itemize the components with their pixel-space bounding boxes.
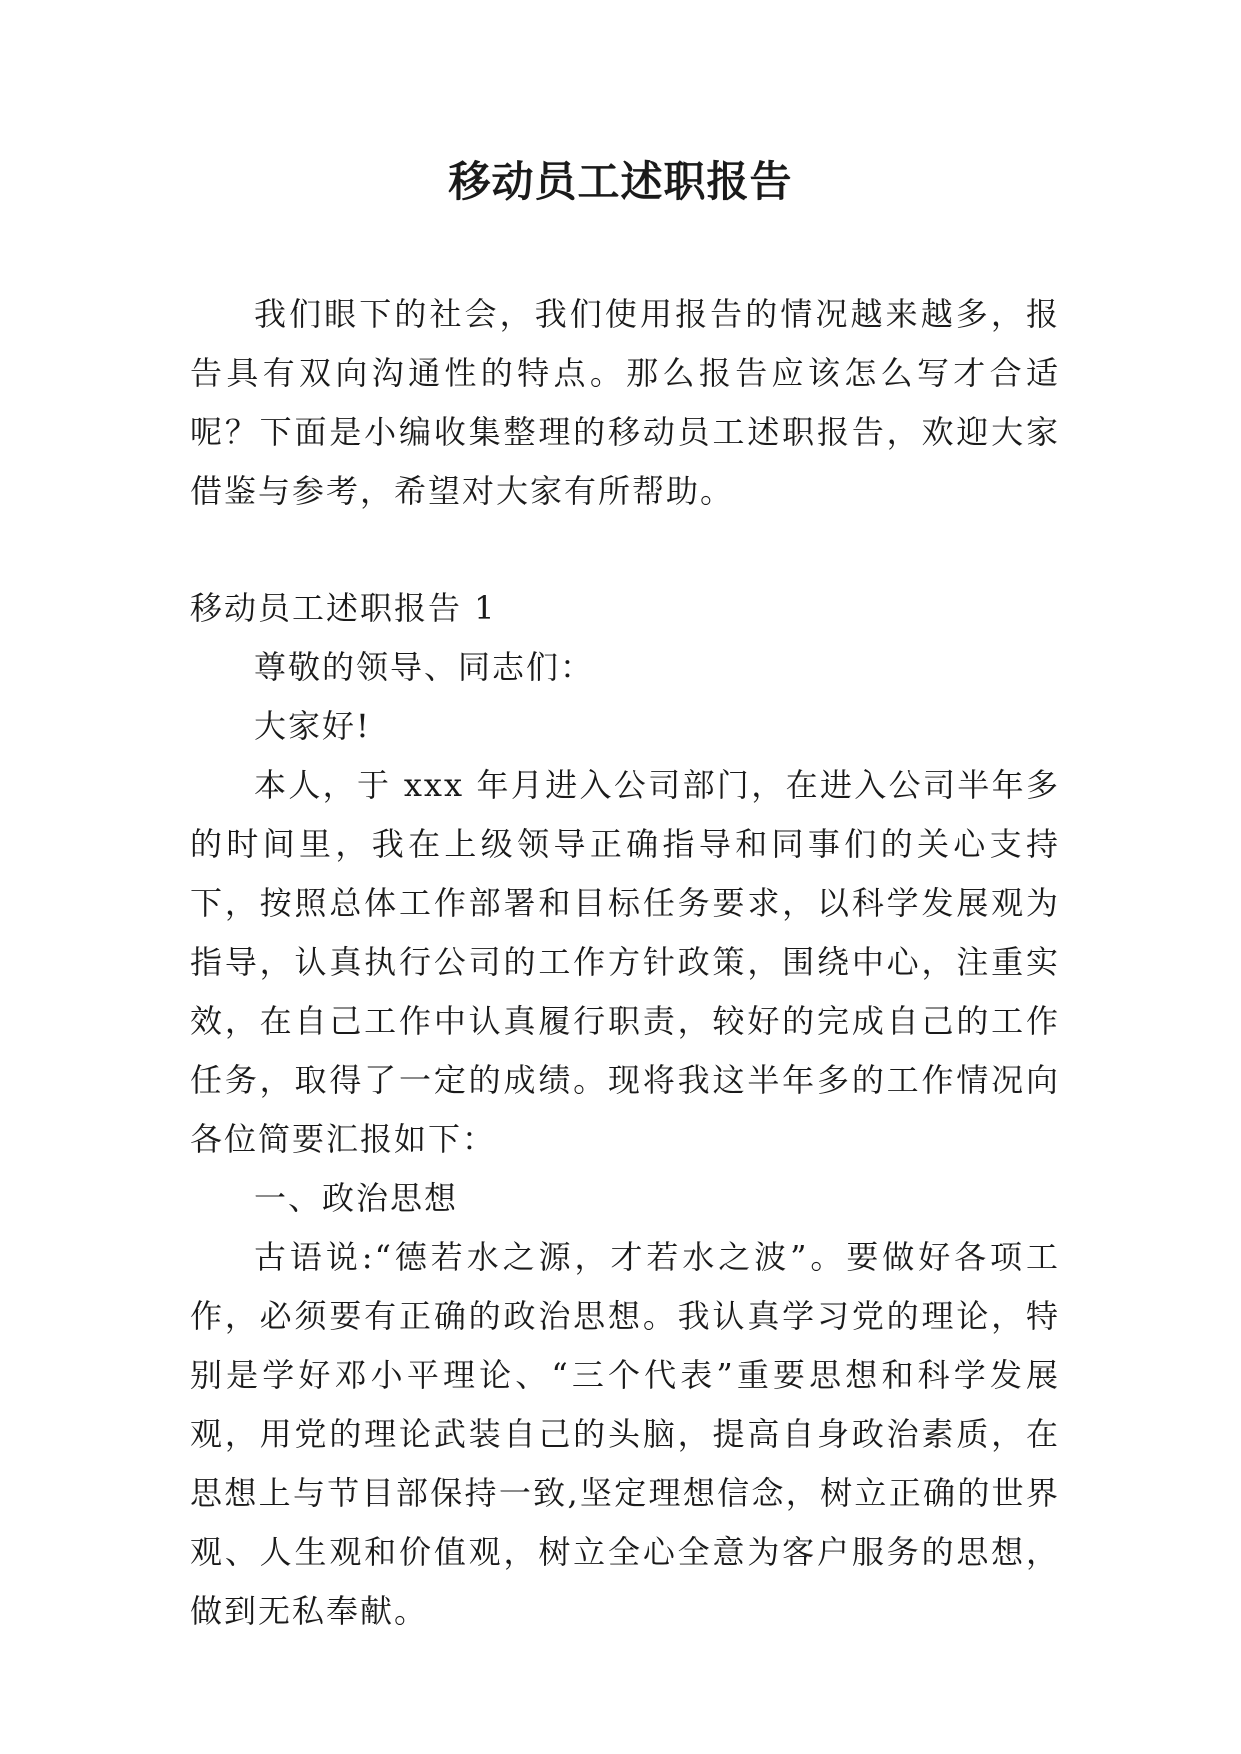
subheading-politics: 一、政治思想	[254, 1179, 459, 1217]
body-paragraph-2: 古语说:“德若水之源，才若水之波”。要做好各项工作，必须要有正确的政治思想。我认真学习党的理论，特别是学好邓小平理论、“三个代表”重要思想和科学发展观，用党的理论武装自己的头脑，提高自身政治素质，在思想上与节目部保持一致,坚定理想信念，树立正确的世界观、人生观和价值观，树立全心全意为客户服务的思想，做到无私奉献。	[190, 1238, 1060, 1630]
document-title: 移动员工述职报告	[448, 157, 793, 206]
paragraph-gap	[190, 521, 1060, 579]
body-paragraph-1: 本人，于 xxx 年月进入公司部门，在进入公司半年多的时间里，我在上级领导正确指导和同事们的关心支持下，按照总体工作部署和目标任务要求，以科学发展观为指导，认真执行公司的工作方针政策，围绕中心，注重实效，在自己工作中认真履行职责，较好的完成自己的工作任务，取得了一定的成绩。现将我这半年多的工作情况向各位简要汇报如下：	[190, 766, 1060, 1158]
section-heading: 移动员工述职报告 1	[190, 589, 497, 627]
greeting: 大家好!	[254, 707, 371, 745]
salutation: 尊敬的领导、同志们：	[254, 648, 595, 686]
document-body	[190, 285, 1060, 1641]
intro-paragraph: 我们眼下的社会，我们使用报告的情况越来越多，报告具有双向沟通性的特点。那么报告应该怎么写才合适呢？下面是小编收集整理的移动员工述职报告，欢迎大家借鉴与参考，希望对大家有所帮助。	[190, 295, 1060, 510]
